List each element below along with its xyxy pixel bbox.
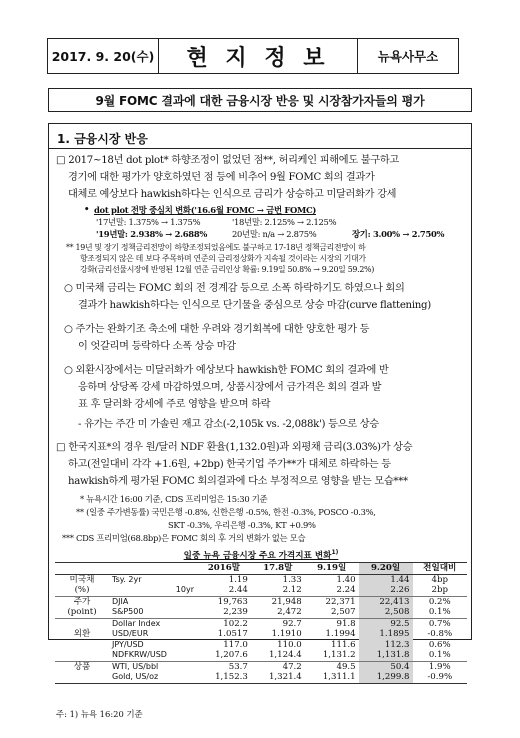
header-cell: 9.19일 bbox=[305, 563, 359, 575]
headline: 9월 FOMC 결과에 대한 금융시장 반응 및 시장참가자들의 평가 bbox=[48, 88, 472, 112]
row-group: 주가 bbox=[55, 596, 109, 607]
p2-line3: hawkish하게 평가된 FOMC 회의결과에 다소 부정적으로 영향을 받는 모습*** bbox=[68, 476, 408, 487]
row-item: WTI, US/bbl bbox=[109, 661, 197, 672]
row-item: Tsy. 2yr bbox=[109, 574, 197, 585]
header-cell: 2016말 bbox=[197, 563, 251, 575]
row-value: 53.7 bbox=[197, 661, 251, 672]
row-value: 1.1895 bbox=[359, 629, 413, 640]
row-value: -0.9% bbox=[413, 672, 468, 683]
table-title-text: 일중 뉴욕 금융시장 주요 가격지표 변화 bbox=[183, 551, 332, 561]
row-value: 1.33 bbox=[251, 574, 305, 585]
table-row bbox=[55, 650, 467, 661]
row-item: DJIA bbox=[109, 596, 197, 607]
bullet-stock-line2: 이 엇갈리며 등락하다 소폭 상승 마감 bbox=[78, 341, 236, 352]
row-value: 1.9% bbox=[413, 661, 468, 672]
table-row bbox=[55, 618, 467, 629]
row-group bbox=[55, 672, 109, 683]
header-cell: 17.8말 bbox=[251, 563, 305, 575]
bullet-ust-line1: ○ 미국채 금리는 FOMC 회의 전 경계감 등으로 소폭 하락하기도 하였으나 회의 bbox=[64, 283, 405, 294]
row-value: 1,207.6 bbox=[215, 650, 248, 660]
row-value: 21,948 bbox=[251, 596, 305, 607]
table-row bbox=[55, 661, 467, 672]
row-value: 1,131.8 bbox=[359, 650, 413, 661]
row-value: 111.6 bbox=[331, 639, 356, 650]
row-value: 22,371 bbox=[305, 596, 359, 607]
row-group: 외환 bbox=[73, 629, 91, 639]
table-row bbox=[55, 672, 467, 683]
row-value: 1,152.3 bbox=[197, 672, 251, 683]
dotplot-18: '18년말: 2.125% → 2.125% bbox=[232, 217, 337, 227]
bullet-stock-line1: ○ 주가는 완화기조 축소에 대한 우려와 경기회복에 대한 양호한 평가 등 bbox=[64, 324, 370, 335]
row-value: 0.2% bbox=[413, 596, 468, 607]
oil-line: - 유가는 주간 미 가솔린 재고 감소(-2,105k vs. -2,088k') 등으로 상승 bbox=[78, 419, 379, 430]
row-value: 4bp bbox=[413, 574, 468, 585]
row-value: 2.12 bbox=[282, 585, 302, 595]
row-value: 1,124.4 bbox=[268, 650, 302, 660]
office-name: 뉴욕사무소 bbox=[357, 38, 459, 74]
p2-line2: 하고(전일대비 각각 +1.6원, +2bp) 한국기업 주가**가 대체로 하락하는 등 bbox=[68, 459, 391, 470]
row-value: 2.44 bbox=[228, 585, 248, 595]
row-value: 1,299.8 bbox=[359, 672, 413, 683]
row-value: 47.2 bbox=[251, 661, 305, 672]
header-cell: 9.20일 bbox=[359, 563, 413, 575]
row-value: 117.0 bbox=[223, 639, 248, 650]
row-value: 19,763 bbox=[197, 596, 251, 607]
row-value: 2,239 bbox=[223, 607, 248, 617]
row-value: 2.26 bbox=[359, 585, 413, 596]
table-title-sup: 1) bbox=[331, 549, 339, 557]
row-value: 2,472 bbox=[277, 607, 302, 617]
row-group bbox=[55, 650, 109, 661]
row-group bbox=[55, 618, 109, 629]
note1-line3: 강화(금리선물시장에 반영된 12월 연준 금리인상 확률: 9.19일 50.8% → 9.20일 59.2%) bbox=[80, 265, 375, 274]
row-value: 0.1% bbox=[428, 650, 451, 660]
row-group: (point) bbox=[67, 607, 97, 617]
row-value: 1.0517 bbox=[217, 629, 248, 639]
row-item: Dollar Index bbox=[109, 618, 197, 629]
row-value: 1.19 bbox=[197, 574, 251, 585]
row-group: 미국채 bbox=[55, 574, 109, 585]
row-value: 22,413 bbox=[359, 596, 413, 607]
row-value: 1,321.4 bbox=[251, 672, 305, 683]
dotplot-longrun: 장기: 3.00% → 2.750% bbox=[352, 229, 445, 239]
dotplot-17: '17년말: 1.375% → 1.375% bbox=[96, 217, 201, 227]
row-value: 49.5 bbox=[305, 661, 359, 672]
table-title bbox=[55, 549, 467, 561]
row-value: 0.7% bbox=[413, 618, 468, 629]
p1-line3: 대체로 예상보다 hawkish하다는 인식으로 금리가 상승하고 미달러화가 강세 bbox=[68, 189, 397, 200]
note1-line1: ** 19년 및 장기 정책금리전망이 하향조정되었음에도 불구하고 17-18년 정책금리전망이 하 bbox=[66, 243, 366, 252]
price-table-wrap bbox=[55, 562, 467, 684]
row-item: S&P500 bbox=[112, 607, 144, 616]
row-value: 1.1994 bbox=[325, 629, 356, 639]
row-value: 2bp bbox=[431, 585, 448, 595]
note2-line3: SKT -0.3%, 우리은행 -0.3%, KT +0.9% bbox=[168, 520, 316, 530]
row-value: 1,311.1 bbox=[305, 672, 359, 683]
row-value: 102.2 bbox=[197, 618, 251, 629]
bullet-fx-line1: ○ 외환시장에서는 미달러화가 예상보다 hawkish한 FOMC 회의 결과에 반 bbox=[64, 365, 389, 376]
table-row bbox=[55, 640, 467, 651]
row-value: -0.8% bbox=[427, 629, 453, 639]
dotplot-20: 20년말: n/a → 2.875% bbox=[232, 229, 317, 239]
p2-line1: □ 한국지표*의 경우 원/달러 NDF 환율(1,132.0원)과 외평채 금리(3.03%)가 상승 bbox=[56, 442, 413, 453]
row-value: 1,131.2 bbox=[322, 650, 356, 660]
row-value: 92.5 bbox=[359, 618, 413, 629]
row-value: 92.7 bbox=[251, 618, 305, 629]
bullet-fx-line3: 표 후 달러화 강세에 주로 영향을 받으며 하락 bbox=[78, 399, 271, 410]
bullet-fx-line2: 응하며 상당폭 강세 마감하였으며, 상품시장에서 금가격은 회의 결과 발 bbox=[78, 382, 382, 393]
row-group bbox=[55, 640, 109, 651]
table-header-row bbox=[55, 563, 467, 575]
row-item: 10yr bbox=[175, 585, 194, 594]
date-box: 2017. 9. 20(수) bbox=[47, 38, 159, 74]
row-item: JPY/USD bbox=[112, 639, 144, 649]
table-row bbox=[55, 574, 467, 585]
row-value: 2,507 bbox=[331, 607, 356, 617]
header-cell bbox=[109, 563, 197, 575]
dotplot-heading: dot plot 전망 중심치 변화('16.6월 FOMC → 금번 FOMC) bbox=[94, 205, 316, 215]
row-value: 1.40 bbox=[305, 574, 359, 585]
note2-line1: * 뉴욕시간 16:00 기준, CDS 프리미엄은 15:30 기준 bbox=[80, 494, 268, 504]
row-item: Gold, US/oz bbox=[109, 672, 197, 683]
row-value: 1.44 bbox=[359, 574, 413, 585]
table-row bbox=[55, 585, 467, 596]
row-value: 1.1910 bbox=[271, 629, 302, 639]
section-title: 1. 금융시장 반응 bbox=[57, 132, 148, 146]
row-value: 112.3 bbox=[359, 640, 413, 651]
section-divider bbox=[48, 148, 472, 149]
table-footnote: 주: 1) 뉴욕 16:20 기준 bbox=[56, 709, 143, 719]
row-item: NDFKRW/USD bbox=[112, 650, 167, 659]
row-value: 50.4 bbox=[359, 661, 413, 672]
row-value: 0.6% bbox=[428, 639, 451, 650]
price-table bbox=[55, 562, 467, 684]
header-cell bbox=[55, 563, 109, 575]
table-row bbox=[55, 629, 467, 640]
table-row bbox=[55, 596, 467, 607]
row-value: 2,508 bbox=[359, 607, 413, 618]
dotplot-bullet-icon: • bbox=[84, 205, 90, 215]
p1-line2: 경기에 대한 평가가 양호하였던 점 등에 비추어 9월 FOMC 회의 결과가 bbox=[68, 172, 375, 183]
bullet-ust-line2: 결과가 hawkish하다는 인식으로 단기물을 중심으로 상승 마감(curve flattening) bbox=[78, 300, 431, 311]
page-title: 현 지 정 보 bbox=[159, 38, 357, 74]
note2-line4: *** CDS 프리미엄(68.8bp)은 FOMC 회의 후 거의 변화가 없는 모습 bbox=[62, 533, 306, 543]
row-item: USD/EUR bbox=[112, 629, 149, 638]
note1-line2: 향조정되지 않은 데 보다 주목하며 연준의 금리정상화가 지속될 것이라는 시장의 기대가 bbox=[80, 254, 366, 263]
row-value: 91.8 bbox=[305, 618, 359, 629]
row-value: 110.0 bbox=[277, 639, 302, 650]
p1-line1: □ 2017~18년 dot plot* 하향조정이 없었던 점**, 허리케인 피해에도 불구하고 bbox=[56, 155, 399, 166]
header-cell: 전일대비 bbox=[413, 563, 468, 575]
table-row bbox=[55, 607, 467, 618]
row-group: (%) bbox=[74, 585, 90, 595]
row-value: 0.1% bbox=[428, 607, 451, 617]
row-value: 2.24 bbox=[336, 585, 356, 595]
note2-line2: ** (일중 주가변동률) 국민은행 -0.8%, 신한은행 -0.5%, 한전 -0.3%, POSCO -0.3%, bbox=[76, 507, 376, 517]
dotplot-19: '19년말: 2.938% → 2.688% bbox=[96, 229, 208, 239]
row-group: 상품 bbox=[55, 661, 109, 672]
